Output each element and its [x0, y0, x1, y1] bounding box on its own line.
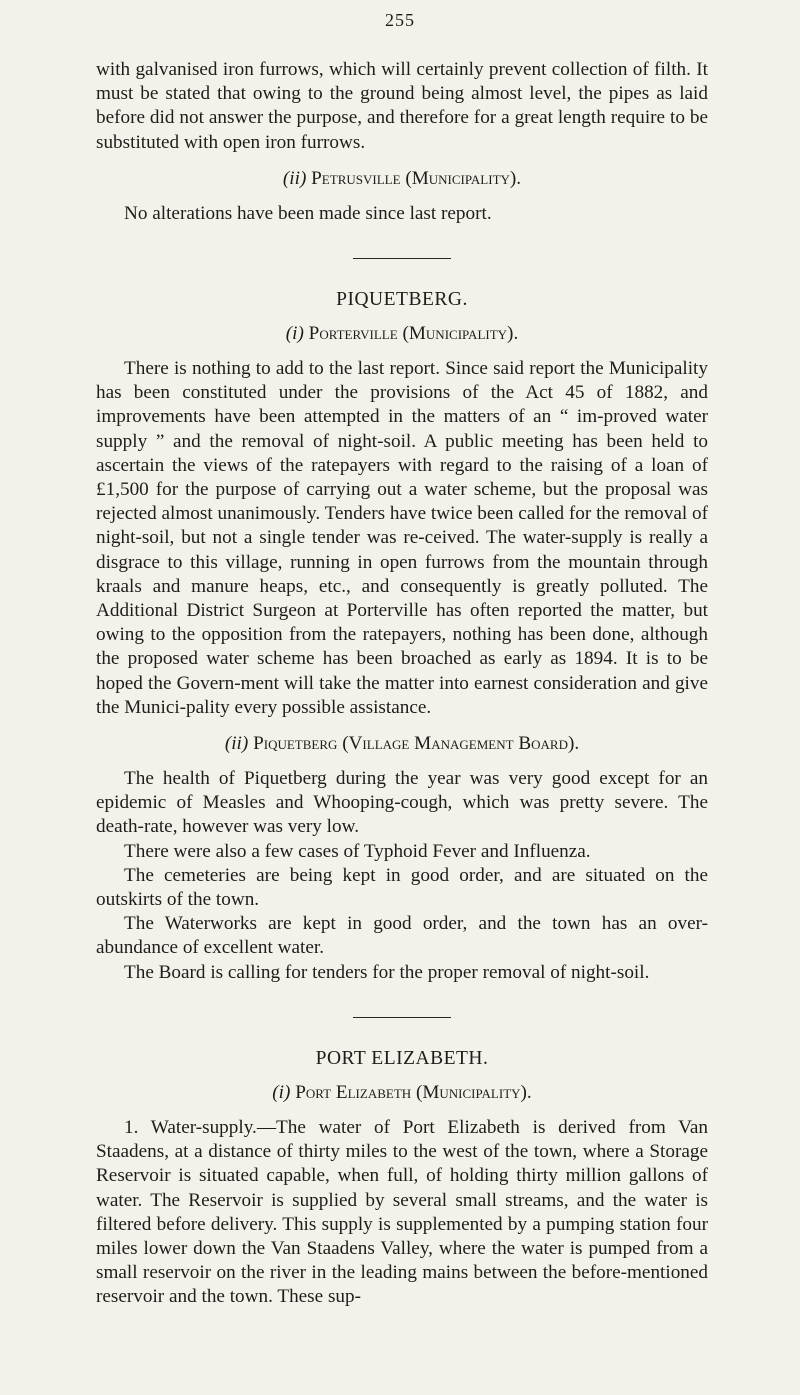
porterville-heading [96, 323, 708, 345]
petrusville-paragraph: No alterations have been made since last report. [124, 202, 492, 224]
porterville-numeral: (i) [285, 323, 304, 345]
page-number: 255 [385, 10, 415, 30]
petrusville-heading [96, 168, 708, 190]
port-elizabeth-paragraph: 1. Water-supply.—The water of Port Elizabeth is derived from Van Staadens, at a distance of thirty miles to the west of the town, where a Storage Reservoir is situated capable, when full, of holding thirty million gallons of water. The Reservoir is supplied by several small streams, and the water is filtered before delivery. This supply is supplemented by a pumping station four miles lower down the Van Staadens Valley, where the water is pumped from a small reservoir on the river in the leading mains between the before-mentioned reservoir and the town. These sup- [96, 1116, 708, 1308]
page-body [96, 58, 708, 1310]
village-board-paragraph: The cemeteries are being kept in good order, and are situated on the outskirts of the town. [96, 864, 708, 911]
porterville-heading-text: Porterville (Municipality). [308, 323, 519, 345]
petrusville-heading-text: Petrusville (Municipality). [311, 167, 522, 189]
port-elizabeth-heading-text: Port Elizabeth (Municipality). [295, 1081, 532, 1103]
petrusville-numeral: (ii) [282, 167, 307, 189]
village-board-paragraph: The Board is calling for tenders for the proper removal of night-soil. [124, 961, 650, 983]
village-board-paragraph: There were also a few cases of Typhoid Fever and Influenza. [124, 840, 591, 862]
porterville-paragraph: There is nothing to add to the last report. Since said report the Municipality has been constituted under the provisions of the Act 45 of 1882, and improvements have been attempted in the matters of an “ im-proved water supply ” and the removal of night-soil. A public meeting has been held to ascertain the views of the ratepayers with regard to the raising of a loan of £1,500 for the purpose of carrying out a water scheme, but the proposal was rejected almost unanimously. Tenders have twice been called for the removal of night-soil, but not a single tender was re-ceived. The water-supply is really a disgrace to this village, running in open furrows from the mountain through kraals and manure heaps, etc., and consequently is greatly polluted. The Additional District Surgeon at Porterville has often reported the matter, but owing to the opposition from the ratepayers, nothing has been done, although the proposed water scheme has been broached as early as 1894. It is to be hoped the Govern-ment will take the matter into earnest consideration and give the Munici-pality every possible assistance. [96, 358, 708, 718]
intro-paragraph: with galvanised iron furrows, which will certainly prevent collection of filth. It must be stated that owing to the ground being almost level, the pipes as laid before did not answer the purpose, and therefore for a great length require to be substituted with open iron furrows. [96, 59, 708, 153]
village-board-heading-text: Piquetberg (Village Management Board). [253, 733, 580, 755]
village-board-heading [96, 733, 708, 755]
village-board-numeral: (ii) [224, 733, 249, 755]
village-board-paragraph: The Waterworks are kept in good order, and the town has an over-abundance of excellent water. [96, 913, 708, 959]
port-elizabeth-title: PORT ELIZABETH. [315, 1047, 489, 1069]
piquetberg-title: PIQUETBERG. [336, 289, 468, 311]
village-board-paragraph: The health of Piquetberg during the year was very good except for an epidemic of Measles and Whooping-cough, which was pretty severe. The death-rate, however was very low. [96, 768, 708, 838]
port-elizabeth-heading [96, 1082, 708, 1104]
port-elizabeth-numeral: (i) [272, 1081, 291, 1103]
